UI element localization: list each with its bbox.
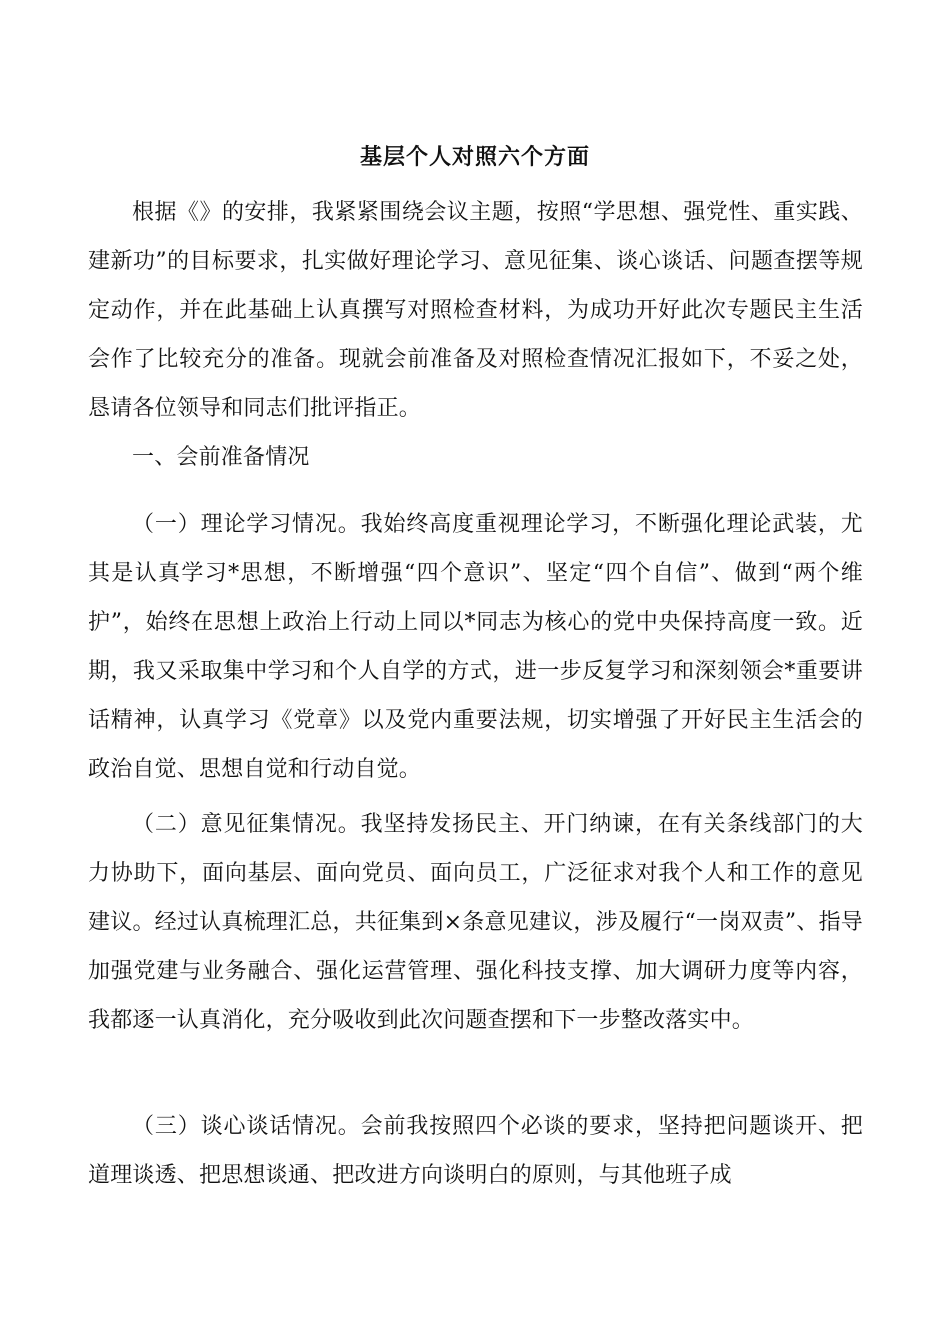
- heart-to-heart-talk-paragraph: [88, 1102, 863, 1200]
- paragraph-text: （二）意见征集情况。我坚持发扬民主、开门纳谏，在有关条线部门的大力协助下，面向基层、面向党员、面向员工，广泛征求对我个人和工作的意见建议。经过认真梳理汇总，共征集到×条意见建议，涉及履行“一岗双责”、指导加强党建与业务融合、强化运营管理、强化科技支撑、加大调研力度等内容，我都逐一认真消化，充分吸收到此次问题查摆和下一步整改落实中。: [88, 812, 863, 1033]
- theory-study-paragraph: [88, 500, 863, 794]
- document-title: 基层个人对照六个方面: [359, 144, 590, 170]
- paragraph-text: （三）谈心谈话情况。会前我按照四个必谈的要求，坚持把问题谈开、把道理谈透、把思想谈通、把改进方向谈明白的原则，与其他班子成: [88, 1114, 863, 1188]
- intro-paragraph: [88, 188, 863, 433]
- opinion-collection-paragraph: [88, 800, 863, 1045]
- section-1-heading: 一、会前准备情况: [132, 445, 310, 470]
- section-heading: [88, 433, 863, 482]
- paragraph-text: （一）理论学习情况。我始终高度重视理论学习，不断强化理论武装，尤其是认真学习*思想，不断增强“四个意识”、坚定“四个自信”、做到“两个维护”，始终在思想上政治上行动上同以*同志为核心的党中央保持高度一致。近期，我又采取集中学习和个人自学的方式，进一步反复学习和深刻领会*重要讲话精神，认真学习《党章》以及党内重要法规，切实增强了开好民主生活会的政治自觉、思想自觉和行动自觉。: [88, 512, 863, 782]
- intro-text: 根据《》的安排，我紧紧围绕会议主题，按照“学思想、强党性、重实践、建新功”的目标要求，扎实做好理论学习、意见征集、谈心谈话、问题查摆等规定动作，并在此基础上认真撰写对照检查材料，为成功开好此次专题民主生活会作了比较充分的准备。现就会前准备及对照检查情况汇报如下，不妥之处，恳请各位领导和同志们批评指正。: [88, 200, 863, 421]
